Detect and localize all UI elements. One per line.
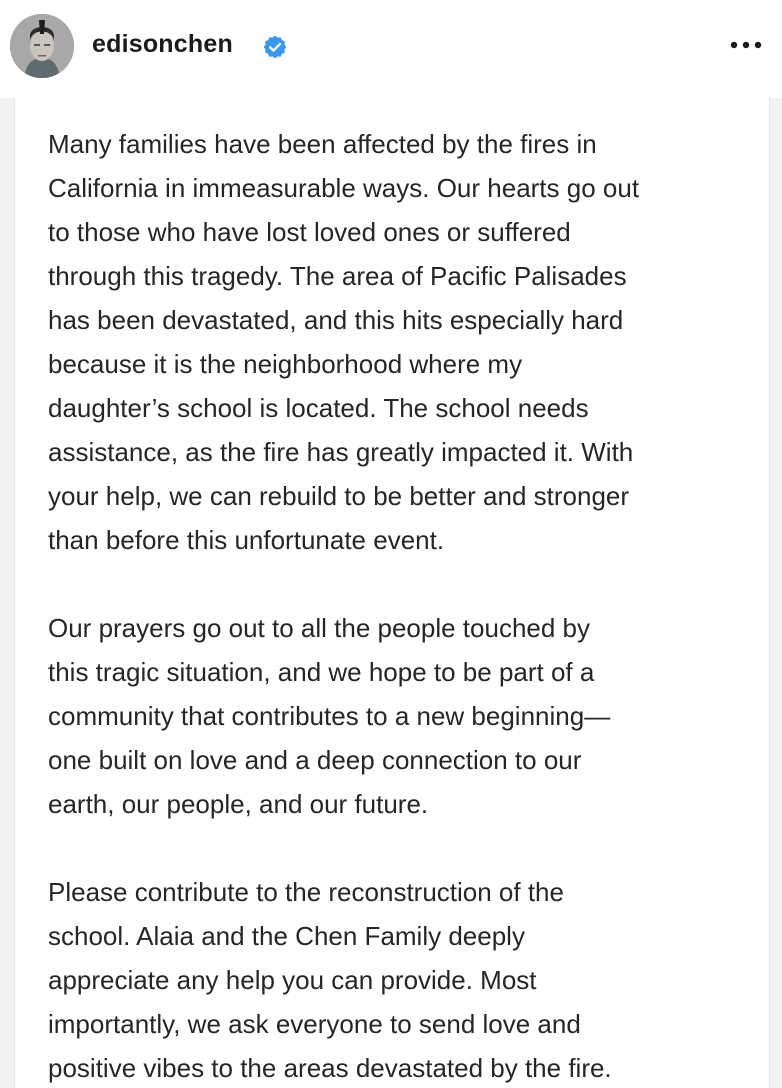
username[interactable]: edisonchen (92, 30, 233, 58)
more-options-icon[interactable] (726, 28, 766, 62)
profile-avatar[interactable] (10, 14, 74, 78)
post-text-card (14, 98, 770, 1088)
post-paragraph-3: Please contribute to the reconstruction of the school. Alaia and the Chen Family deeply appreciate any help you can provide. Most importantly, we ask everyone to send love and positive vibes to the areas devastated by the fire. (48, 877, 612, 1083)
post-header (0, 0, 782, 98)
post-media-frame (0, 98, 782, 1088)
verified-badge-icon (262, 34, 288, 60)
avatar-image (10, 14, 74, 78)
post-paragraph-2: Our prayers go out to all the people touched by this tragic situation, and we hope to be part of a community that contributes to a new beginning— one built on love and a deep connection to our earth, our people, and our future. (48, 613, 611, 819)
post-paragraph-1: Many families have been affected by the fires in California in immeasurable ways. Our hearts go out to those who have lost loved ones or suffered through this tragedy. The area of Pacific Palisades has been devastated, and this hits especially hard because it is the neighborhood where my daughter’s school is located. The school needs assistance, as the fire has greatly impacted it. With your help, we can rebuild to be better and stronger than before this unfortunate event. (48, 129, 640, 555)
